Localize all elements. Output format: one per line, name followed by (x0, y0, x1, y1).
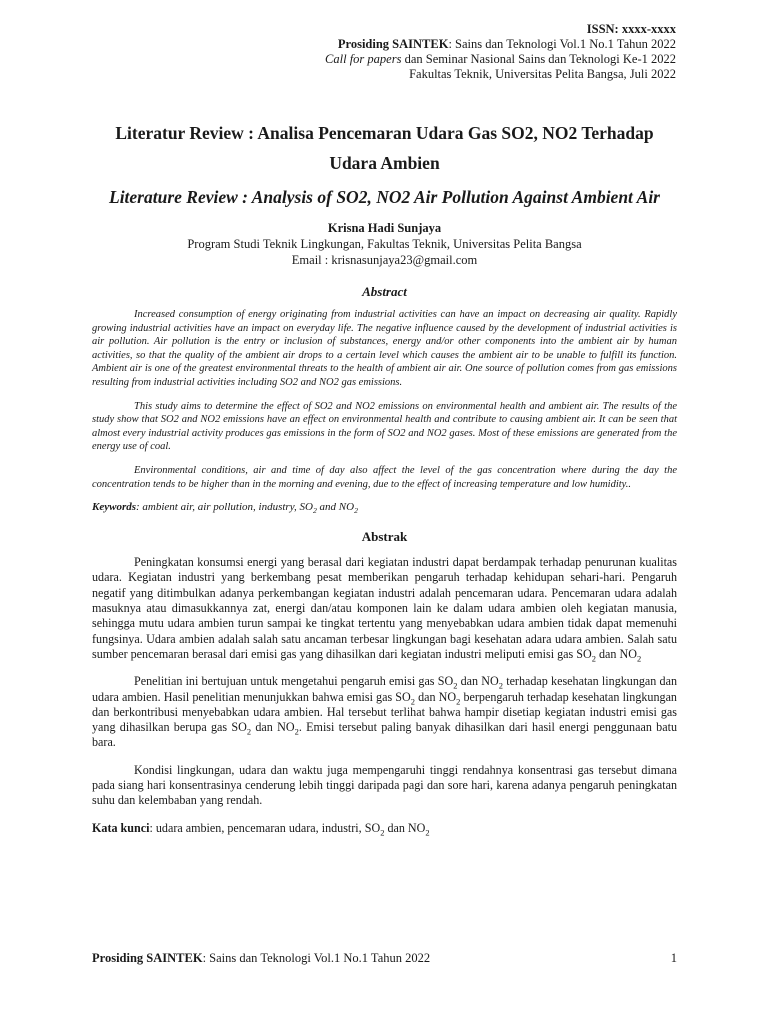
call-for-papers-line (325, 52, 676, 67)
page-footer (92, 951, 677, 966)
faculty-line: Fakultas Teknik, Universitas Pelita Bangsa, Juli 2022 (409, 67, 676, 81)
text-run: dan NO (595, 646, 637, 661)
subscript: 2 (456, 695, 461, 706)
text-run: berpengaruh terhadap kesehatan lingkungan dan berkontribusi menyebabkan udara ambien. Hal tersebut terlihat bahwa hampir disetiap kegiatan industri emisi gas yang dihasilkan berupa gas SO (92, 689, 677, 735)
author-email: Email : krisnasunjaya23@gmail.com (291, 253, 478, 267)
proceedings-line (325, 37, 676, 52)
subscript: 2 (498, 680, 503, 691)
paper-body (92, 118, 677, 836)
subscript: 2 (453, 680, 458, 691)
abstrak-paragraph-3: Kondisi lingkungan, udara dan waktu juga mempengaruhi tinggi rendahnya konsentrasi gas tersebut dimana pada siang hari konsentrasinya cenderung lebih tinggi daripada pagi dan sore hari, karena adanya pengaruh peningkatan suhu dan kelembaban yang rendah. (92, 762, 677, 808)
text-run: dan NO (251, 720, 295, 735)
footer-proceedings-name: Prosiding SAINTEK (92, 951, 203, 965)
text-run: terhadap kesehatan lingkungan dan udara ambien. Hasil penelitian menunjukkan bahwa emisi gas SO (92, 674, 678, 704)
subscript: 2 (294, 726, 299, 737)
keywords-line (92, 501, 677, 516)
page-number: 1 (670, 951, 677, 965)
text-run: Peningkatan konsumsi energi yang berasal dari kegiatan industri dapat berdampak terhadap penurunan kualitas udara. Kegiatan industri yang berkembang pesat memberikan pengaruh terhadap kehidupan sehari-hari. Pengaruh negatif yang ditimbulkan adanya perkembangan kegiatan industri adalah pencemaran udara. Pencemaran udara adalah masuknya atau dimasukkannya zat, energi dan/atau komponen lain ke dalam udara ambien oleh kegiatan manusia, sehingga mutu udara ambien turun sampai ke tingkat tertentu yang menyebabkan udara ambien tidak dapat memenuhi fungsinya. Udara ambien adalah salah satu ancaman terbesar lingkungan bagi kesehatan adara udara ambien. Salah satu sumber pencemaran berasal dari emisi gas yang dihasilkan dari kegiatan industri meliputi emisi gas SO (92, 555, 677, 661)
kata-kunci-label: Kata kunci (92, 820, 150, 835)
text-run: dan NO (414, 689, 457, 704)
subscript: 2 (380, 826, 385, 837)
seminar-name: dan Seminar Nasional Sains dan Teknologi Ke-1 2022 (401, 52, 676, 66)
subscript: 2 (425, 826, 430, 837)
kata-kunci-line (92, 821, 677, 836)
keywords-text-end: and NO (316, 501, 355, 514)
kata-kunci-text: : udara ambien, pencemaran udara, industri, SO (149, 820, 381, 835)
subscript: 2 (636, 653, 642, 664)
abstrak-paragraph-2 (92, 674, 677, 750)
call-for-papers: Call for papers (325, 52, 402, 66)
footer-proceedings-volume: : Sains dan Teknologi Vol.1 No.1 Tahun 2022 (202, 951, 431, 965)
subscript: 2 (591, 653, 596, 664)
keywords-label: Keywords (92, 501, 136, 514)
keywords-text: : ambient air, air pollution, industry, SO (136, 501, 313, 514)
abstract-heading: Abstract (362, 284, 407, 299)
abstract-paragraph-1: Increased consumption of energy originating from industrial activities can have an impact on decreasing air quality. Rapidly growing industrial activities have an impact on everyday life. The negative influence caused by the development of industrial activities is air pollution. Air pollution is the entry or inclusion of substances, energy and/or other components into the ambient air by human activities, so that the quality of the ambient air drops to a certain level which causes the ambient air to be unable to fulfill its function. Ambient air is one of the greatest environmental threats to the health of ambient air air. One source of pollution comes from gas emissions resulting from industrial activities including SO2 and NO2 gas emissions. (92, 309, 677, 388)
journal-header (325, 22, 676, 82)
proceedings-name: Prosiding SAINTEK (337, 37, 449, 51)
proceedings-volume: : Sains dan Teknologi Vol.1 No.1 Tahun 2022 (448, 37, 676, 51)
text-run: Penelitian ini bertujuan untuk mengetahui pengaruh emisi gas SO (134, 674, 454, 689)
subscript: 2 (246, 726, 252, 737)
kata-kunci-text-end: dan NO (384, 820, 426, 835)
abstrak-paragraph-1 (92, 555, 677, 662)
paper-title-indonesian: Literatur Review : Analisa Pencemaran Udara Gas SO2, NO2 Terhadap Udara Ambien (115, 123, 654, 173)
text-run: dan NO (457, 674, 499, 689)
subscript: 2 (410, 695, 415, 706)
subscript: 2 (354, 506, 358, 516)
abstract-paragraph-3: Environmental conditions, air and time of day also affect the level of the gas concentration where during the day the concentration tends to be higher than in the morning and evening, due to the effect of increasing temperature and low humidity.. (92, 464, 677, 490)
abstrak-heading: Abstrak (361, 529, 408, 545)
author-affiliation: Program Studi Teknik Lingkungan, Fakultas Teknik, Universitas Pelita Bangsa (187, 237, 582, 251)
footer-proceedings (92, 951, 430, 966)
subscript: 2 (312, 506, 317, 516)
issn: ISSN: xxxx-xxxx (586, 22, 676, 36)
author-name: Krisna Hadi Sunjaya (327, 221, 442, 235)
text-run: . Emisi tersebut paling banyak dihasilkan dari hasil energi penggunaan batu bara. (92, 720, 677, 750)
abstract-paragraph-2: This study aims to determine the effect of SO2 and NO2 emissions on environmental health and ambient air. The results of the study show that SO2 and NO2 emissions have an effect on environmental health and contribute to causing ambient air. It can be seen that almost every industrial activity produces gas emissions in the form of SO2 and NO2 gases. Most of these emissions are generated from the energy use of coal. (92, 400, 677, 453)
paper-title-english: Literature Review : Analysis of SO2, NO2 Air Pollution Against Ambient Air (109, 187, 660, 207)
